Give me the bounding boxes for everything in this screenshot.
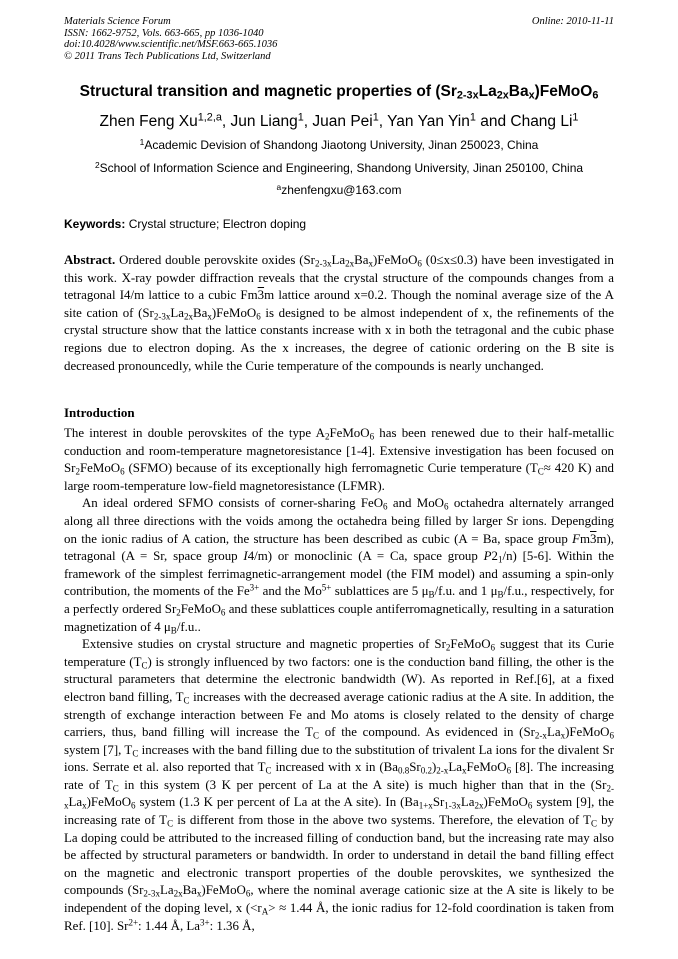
copyright-line: © 2011 Trans Tech Publications Ltd, Switzerland bbox=[64, 50, 271, 62]
author: Juan Pei$^1$, bbox=[312, 111, 388, 130]
keywords: Keywords: Crystal structure; Electron doping bbox=[64, 217, 307, 231]
author-list bbox=[20, 113, 658, 131]
author: Jun Liang$^1$, bbox=[230, 111, 313, 130]
issn-line: ISSN: 1662-9752, Vols. 663-665, pp 1036-1040 bbox=[64, 27, 264, 39]
affiliation-2: $^2$School of Information Science and Engineering, Shandong University, Jinan 250100, China bbox=[94, 159, 584, 175]
page-header bbox=[64, 16, 614, 62]
online-date: Online: 2010-11-11 bbox=[531, 16, 614, 27]
introduction-body: The interest in double perovskites of the type $A_2FeMoO_6$ has been renewed due to their half-metallic conduction and room-temperature magnetoresistance [1-4]. Extensive investigation has been focused on $Sr_2FeMoO_6$ (SFMO) because of its exceptionally high ferromagnetic Curie temperature ($T_C\approx 420$ K) and large room-temperature low-field magnetoresistance (LFMR). An ideal ordered SFMO consists of corner-sharing FeO$_6$ and MoO$_6$ octahedra alternately arranged along all three directions with the voids among the octahedra being filled by larger Sr ions. Depengding on the ionic radius of A cation, the structure has been described as cubic (A = Ba, space group Fm3m), tetragonal (A = Sr, space group I4/m) or monoclinic (A = Ca, space group $P2_1/n$) [5-6]. Within the framework of the simplest ferrimagnetic-arrangement model (the FIM model) and assuming a spin-only contribution, the moments of the $Fe^{3+}$ and the $Mo^{5+}$ sublattices are 5 $\mu_B/f.u$. and 1 $\mu_B/f.u$., respectively, for a perfectly ordered $Sr_2FeMoO_6$ and these sublattices couple antiferromagnetically, resulting in a saturation magnetization of 4 $\mu_B/f.u$.. Extensive studies on crystal structure and magnetic properties of $Sr_2FeMoO_6$ suggest that its Curie temperature $(T_C)$ is strongly influenced by two factors: one is the conduction band filling, the other is the structural parameters that determine the electronic bandwidth (W). As reported in Ref.[6], at a fixed electron band filling, $T_C$ increases with the decreased average cationic radius at the A site. In addition, the strength of exchange interaction between Fe and Mo atoms is closely related to the density of charge carriers, thus, band filling will increase the $T_C$ of the compound. As evidenced in $(Sr_{2-x}La_x)FeMoO_6$ system [7], $T_C$ increases with the band filling due to the substitution of trivalent La ions for the divalent Sr ions. Serrate et al. also reported that $T_C$ increased with x in $(Ba_{0.8}Sr_{0.2})_{2-x}La_xFeMoO_6$ [8]. The increasing rate of $T_C$ in this system (3 K per percent of La at the A site) is much higher than that in the $(Sr_{2-x}La_x)FeMoO_6$ system (1.3 K per percent of La at the A site). In $(Ba_{1+x}Sr_{1-3x}La_{2x})FeMoO_6$ system [9], the increasing rate of $T_C$ is different from those in the above two systems. Therefore, the elevation of $T_C$ by La doping could be attributed to the increased filling of conduction band, but the increasing rate may also be affected by structural parameters or bandwidth. In order to understand in detail the band filling effect on the magnetic and electronic transport properties of the double perovskites, we synthesized the compounds $(Sr_{2-3x}La_{2x}Ba_x)FeMoO_6$, where the nominal average cationic size at the A site is likely to be independent of the doping level, x ($<r_A> \approx 1.44$ Å, the ionic radius for 12-fold coordination is taken from Ref. [10]. $Sr^{2+}$: 1.44 Å, $La^{3+}$: 1.36 Å, bbox=[64, 426, 615, 933]
journal-name: Materials Science Forum bbox=[64, 16, 171, 27]
section-heading: Introduction bbox=[64, 405, 135, 420]
author: Yan Yan Yin$^1$ and bbox=[387, 111, 511, 130]
affiliation-1: $^1$Academic Devision of Shandong Jiaotong University, Jinan 250023, China bbox=[139, 136, 539, 152]
author: Zhen Feng Xu$^{1,2,a}$, bbox=[99, 111, 231, 130]
author-email: $^a$zhenfengxu@163.com bbox=[276, 181, 402, 197]
abstract: Abstract. Ordered double perovskite oxides $(Sr_{2-3x}La_{2x}Ba_x)FeMoO_6$ (0≤x≤0.3) have been investigated in this work. X-ray powder diffraction reveals that the crystal structure of the compounds changes from a tetragonal I4/m lattice to a cubic Fm3m lattice around x=0.2. Though the nominal average size of the A site cation of $(Sr_{2-3x}La_{2x}Ba_x)FeMoO_6$ is designed to be almost independent of x, the refinements of the crystal structure show that the lattice constants increase with x in both the tetragonal and the cubic phase regions due to electron doping. As the x increases, the degree of cationic ordering on the B site is decreased pronouncedly, while the Curie temperature of the compounds is nearly unchanged. bbox=[64, 253, 614, 373]
paper-title: Structural transition and magnetic properties of $(Sr_{2-3x}La_{2x}Ba_x)FeMoO_6$ bbox=[79, 83, 599, 102]
doi-line: doi:10.4028/www.scientific.net/MSF.663-665.1036 bbox=[64, 39, 278, 50]
author: Chang Li$^1$ bbox=[510, 111, 579, 130]
